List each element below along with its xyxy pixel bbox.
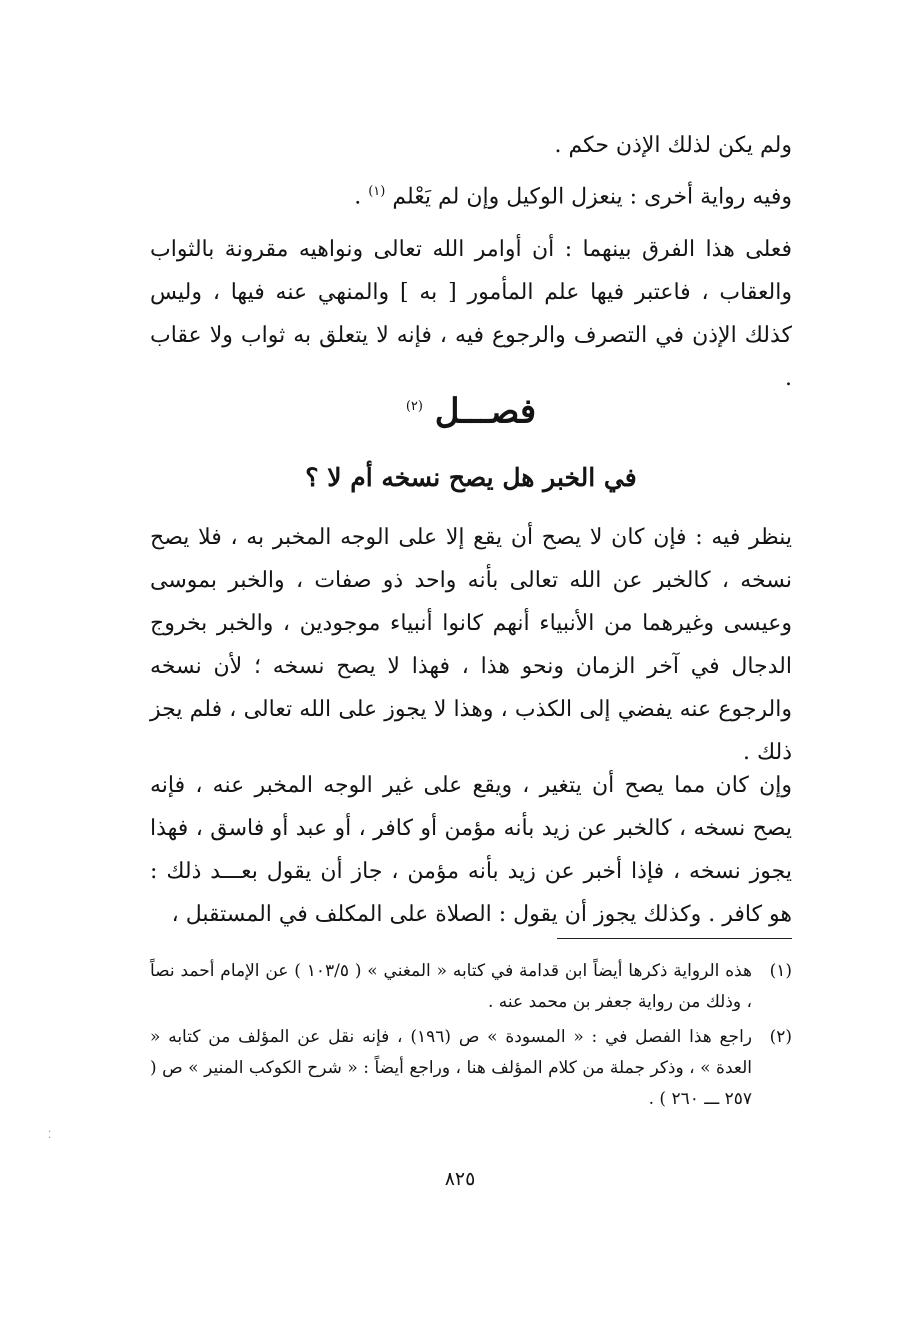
scan-speck: ⁚ <box>48 1130 52 1141</box>
footnote-2 <box>150 1022 792 1115</box>
section-subtitle: في الخبر هل يصح نسخه أم لا ؟ <box>305 463 637 492</box>
footnotes <box>150 956 792 1119</box>
paragraph-2-text: وفيه رواية أخرى : ينعزل الوكيل وإن لم يَعْلم <box>392 184 792 210</box>
paragraph-1-text: ولم يكن لذلك الإذن حكم . <box>554 133 792 158</box>
footnote-1 <box>150 956 792 1018</box>
footnote-ref-1: (١) <box>368 184 386 199</box>
paragraph-3-text: فعلى هذا الفرق بينهما : أن أوامر الله تعالى ونواهيه مقرونة بالثواب والعقاب ، فاعتبر فيها علم المأمور [ به ] والمنهي عنه فيها ، وليس كذلك الإذن في التصرف والرجوع فيه ، فإنه لا يتعلق به ثواب ولا عقاب . <box>150 237 792 391</box>
footnote-ref-2: (٢) <box>405 399 423 414</box>
section-paragraph-1-text: ينظر فيه : فإن كان لا يصح أن يقع إلا على الوجه المخبر به ، فلا يصح نسخه ، كالخبر عن الله تعالى بأنه واحد ذو صفات ، والخبر بموسى وعيسى وغيرهما من الأنبياء أنهم كانوا أنبياء موجودين ، والخبر بخروج الدجال في آخر الزمان ونحو هذا ، فهذا لا يصح نسخه ؛ لأن نسخه والرجوع عنه يفضي إلى الكذب ، وهذا لا يجوز على الله تعالى ، فلم يجز ذلك . <box>150 525 792 765</box>
section-paragraph-2-text: وإن كان مما يصح أن يتغير ، ويقع على غير الوجه المخبر عنه ، فإنه يصح نسخه ، كالخبر عن زيد بأنه مؤمن أو كافر ، أو عبد أو فاسق ، فهذا يجوز نسخه ، فإذا أخبر عن زيد بأنه مؤمن ، جاز أن يقول بعـــد ذلك : هو كافر . وكذلك يجوز أن يقول : الصلاة على المكلف في المستقبل ، <box>150 773 792 927</box>
section-title <box>150 382 792 436</box>
paragraph-2-end: . <box>354 184 369 210</box>
paragraph-1 <box>150 124 792 167</box>
footnote-1-text: هذه الرواية ذكرها أيضاً ابن قدامة في كتابه « المغني » ( ١٠٣/٥ ) عن الإمام أحمد نصاً ، وذلك من رواية جعفر بن محمد عنه . <box>150 961 752 1012</box>
section-paragraph-1 <box>150 516 792 774</box>
footnote-2-text: راجع هذا الفصل في : « المسودة » ص (١٩٦) ، فإنه نقل عن المؤلف من كتابه « العدة » ، وذكر جملة من كلام المؤلف هنا ، وراجع أيضاً : « شرح الكوكب المنير » ص ( ٢٥٧ ـــ ٢٦٠ ) . <box>150 1027 753 1109</box>
page-number: ٨٢٥ <box>444 1168 476 1190</box>
footnote-2-number: (٢) <box>769 1027 792 1047</box>
paragraph-2 <box>150 170 792 218</box>
section-paragraph-2 <box>150 764 792 936</box>
paragraph-3 <box>150 228 792 400</box>
section-title-text: فصـــل <box>434 391 537 432</box>
footnote-1-number: (١) <box>769 961 792 981</box>
footnote-divider <box>557 938 792 939</box>
